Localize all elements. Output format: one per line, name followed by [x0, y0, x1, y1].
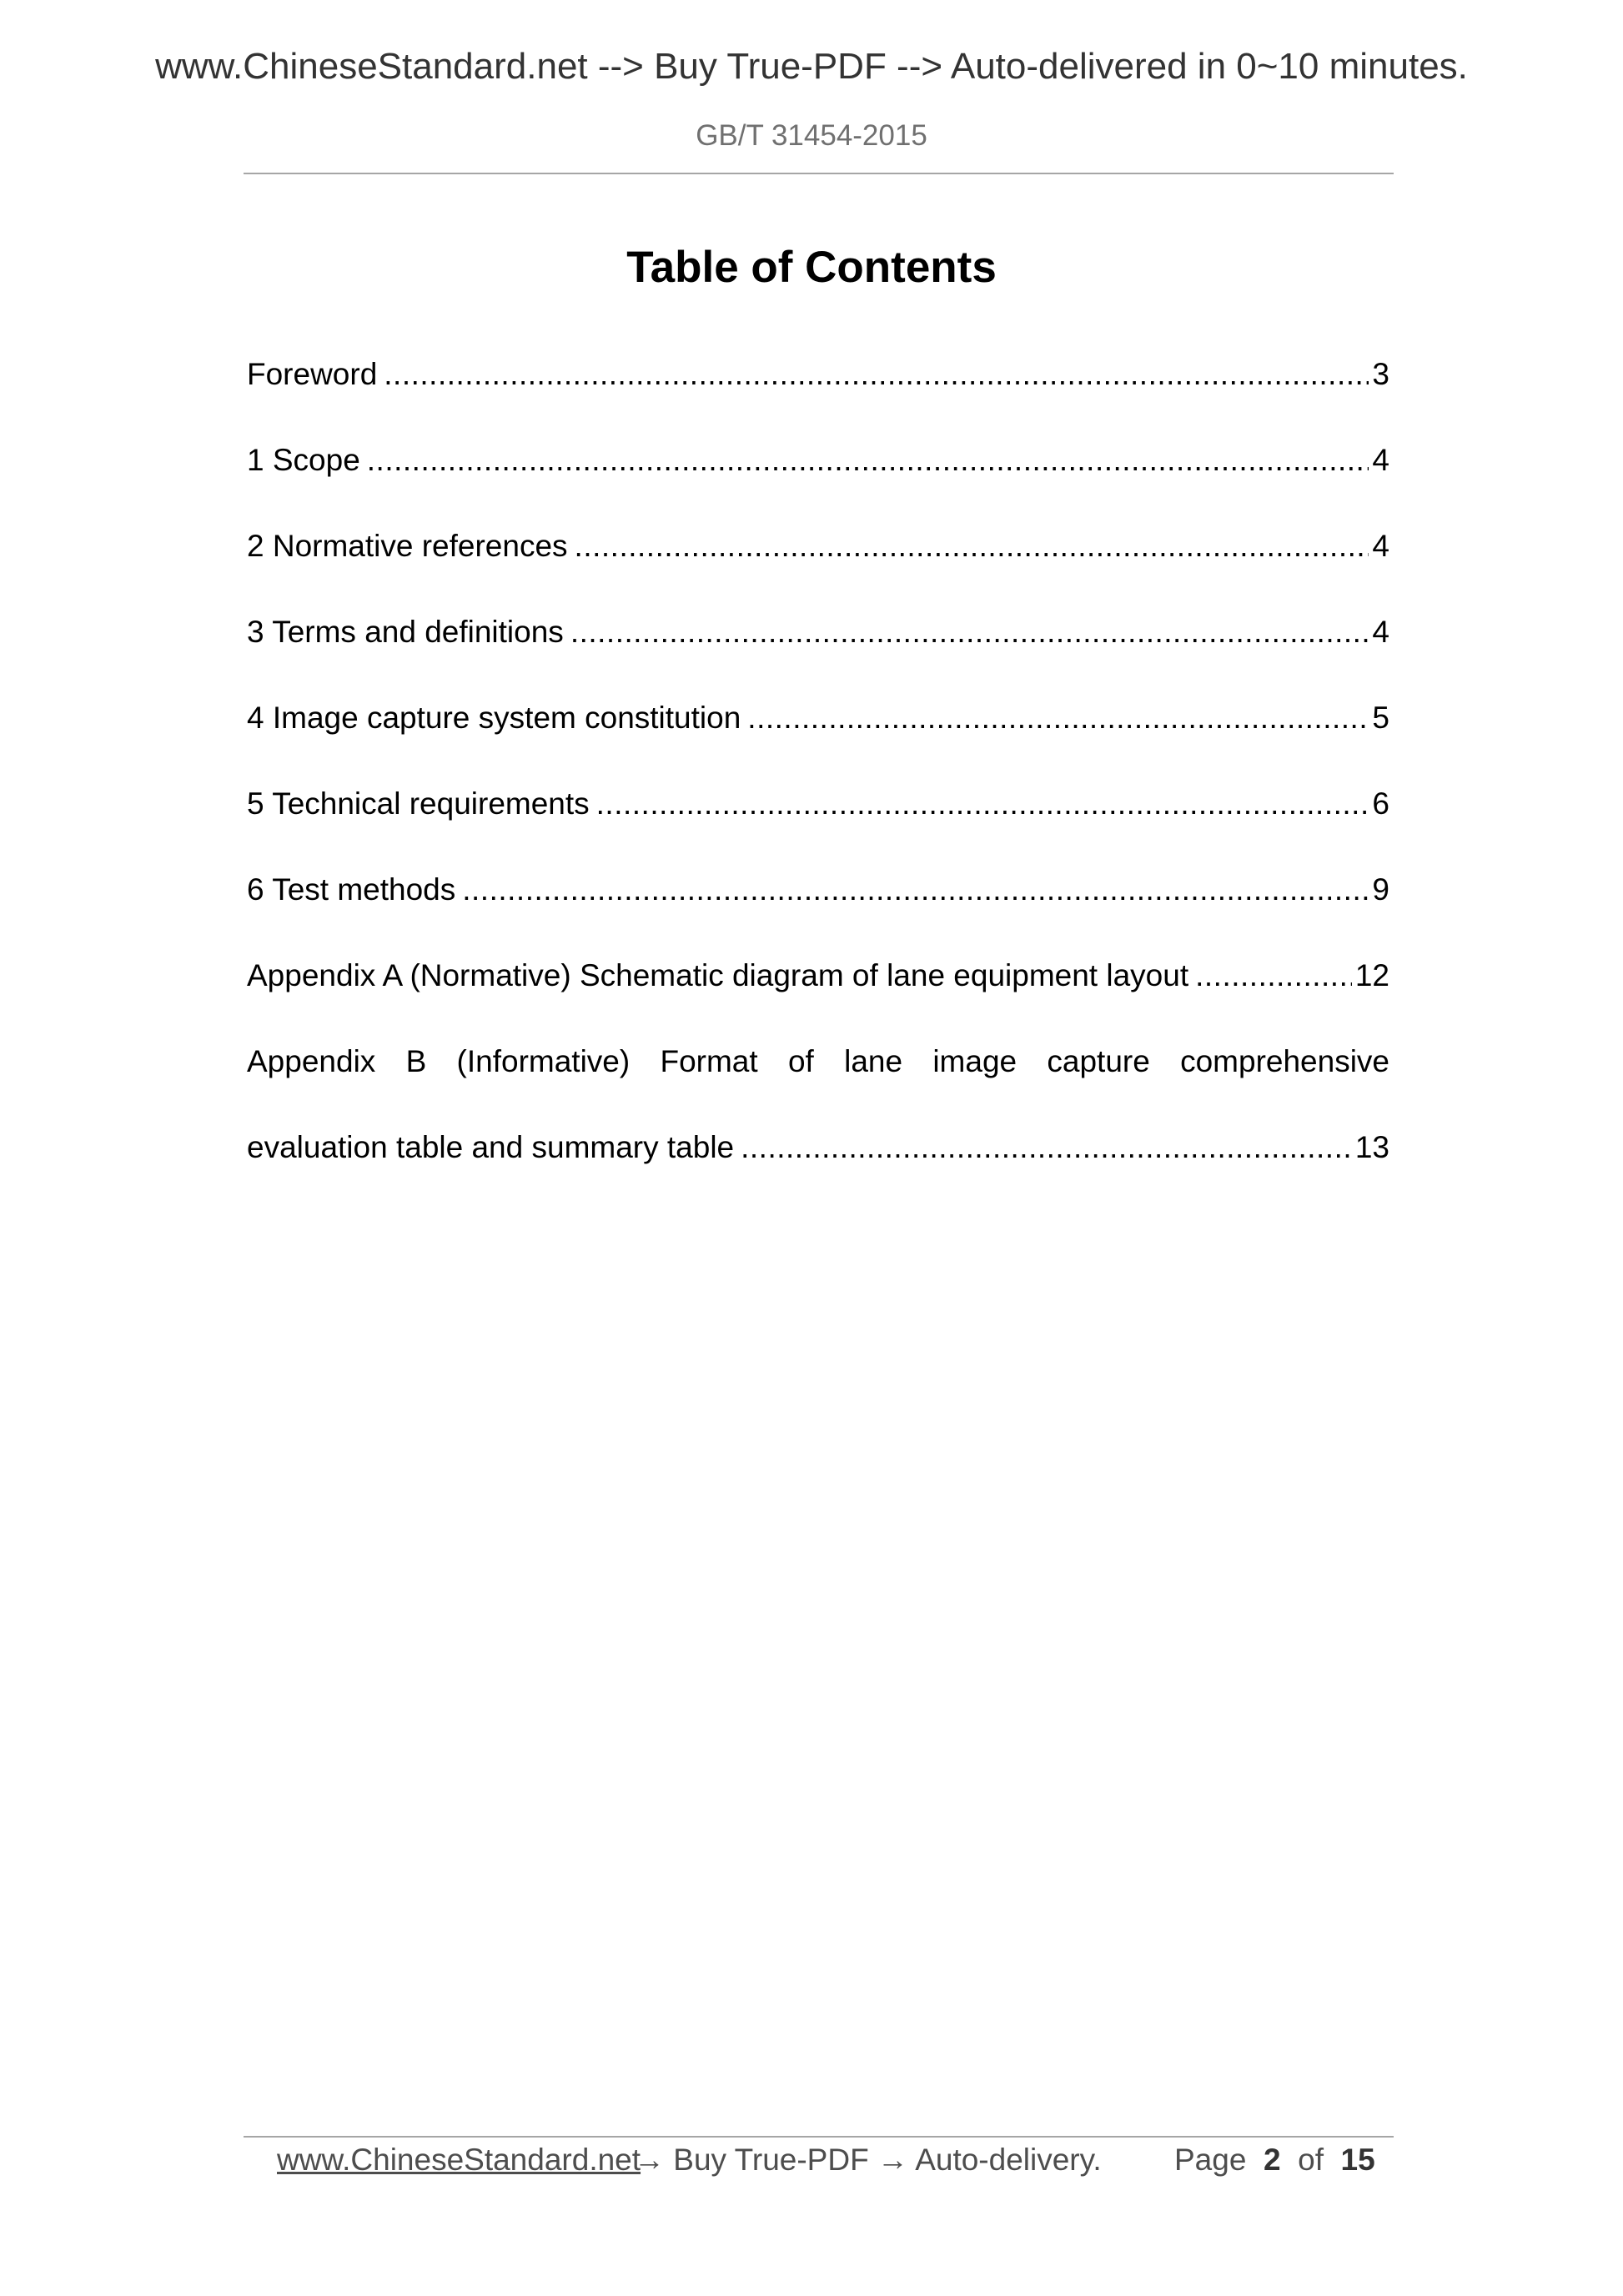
toc-entry-appendix-b-line1[interactable]	[247, 1038, 1389, 1085]
toc-word: capture	[1047, 1044, 1150, 1078]
toc-entry-label: Foreword	[247, 357, 378, 391]
toc-entry-label: 1 Scope	[247, 443, 360, 477]
toc-entry-test-methods[interactable]	[247, 867, 1389, 913]
toc-dot-leader	[570, 609, 1369, 656]
toc-entry-label: 6 Test methods	[247, 872, 456, 907]
footer-tagline: → Buy True-PDF → Auto-delivery.	[634, 2143, 1102, 2177]
toc-word: Appendix	[247, 1044, 376, 1078]
toc-word: (Informative)	[456, 1044, 631, 1078]
current-page: 2	[1263, 2143, 1281, 2177]
page-title: Table of Contents	[626, 243, 997, 292]
toc-entry-technical-requirements[interactable]	[247, 781, 1389, 827]
toc-dot-leader	[1195, 952, 1352, 999]
toc-dot-leader	[367, 437, 1369, 484]
toc-entry-page: 9	[1372, 872, 1389, 907]
header-divider	[244, 173, 1394, 174]
toc-word: image	[932, 1044, 1018, 1078]
page-footer	[0, 2135, 1623, 2185]
toc-entry-appendix-b-line2[interactable]	[247, 1124, 1389, 1171]
toc-dot-leader	[741, 1124, 1352, 1171]
toc-entry-page: 5	[1372, 701, 1389, 735]
toc-entry-normative-references[interactable]	[247, 523, 1389, 570]
standard-code: GB/T 31454-2015	[696, 119, 927, 152]
toc-entry-label: Appendix A (Normative) Schematic diagram of lane equipment layout	[247, 958, 1189, 992]
toc-entry-image-capture-system[interactable]	[247, 695, 1389, 741]
toc-dot-leader	[747, 695, 1369, 741]
toc-entry-page: 12	[1354, 958, 1389, 992]
toc-entry-page: 13	[1354, 1130, 1389, 1164]
toc-entry-foreword[interactable]	[247, 351, 1389, 398]
footer-website-link[interactable]: www.ChineseStandard.net	[277, 2143, 641, 2177]
toc-entry-page: 3	[1372, 357, 1389, 391]
toc-word: lane	[844, 1044, 903, 1078]
toc-entry-terms-and-definitions[interactable]	[247, 609, 1389, 656]
toc-entry-label: 2 Normative references	[247, 529, 568, 563]
toc-entry-label: 4 Image capture system constitution	[247, 701, 741, 735]
toc-word: of	[787, 1044, 814, 1078]
toc-dot-leader	[575, 523, 1369, 570]
toc-dot-leader	[596, 781, 1369, 827]
toc-entry-page: 4	[1372, 529, 1389, 563]
total-pages: 15	[1340, 2143, 1375, 2177]
page-word: Page	[1174, 2143, 1247, 2177]
page-number	[1174, 2137, 1375, 2183]
toc-word: comprehensive	[1180, 1044, 1389, 1078]
toc-entry-label: 3 Terms and definitions	[247, 615, 564, 649]
toc-dot-leader	[384, 351, 1369, 398]
of-word: of	[1298, 2143, 1324, 2177]
toc-entry-page: 4	[1372, 615, 1389, 649]
toc-entry-appendix-a[interactable]	[247, 952, 1389, 999]
toc-entry-page: 4	[1372, 443, 1389, 477]
toc-entry-scope[interactable]	[247, 437, 1389, 484]
toc-entry-label: evaluation table and summary table	[247, 1130, 735, 1164]
toc-dot-leader	[462, 867, 1369, 913]
toc-entry-label: 5 Technical requirements	[247, 786, 590, 821]
top-banner: www.ChineseStandard.net --> Buy True-PDF --> Auto-delivered in 0~10 minutes.	[155, 46, 1468, 87]
toc-word: B	[405, 1044, 427, 1078]
toc-entry-page: 6	[1372, 786, 1389, 821]
toc-word: Format	[660, 1044, 758, 1078]
